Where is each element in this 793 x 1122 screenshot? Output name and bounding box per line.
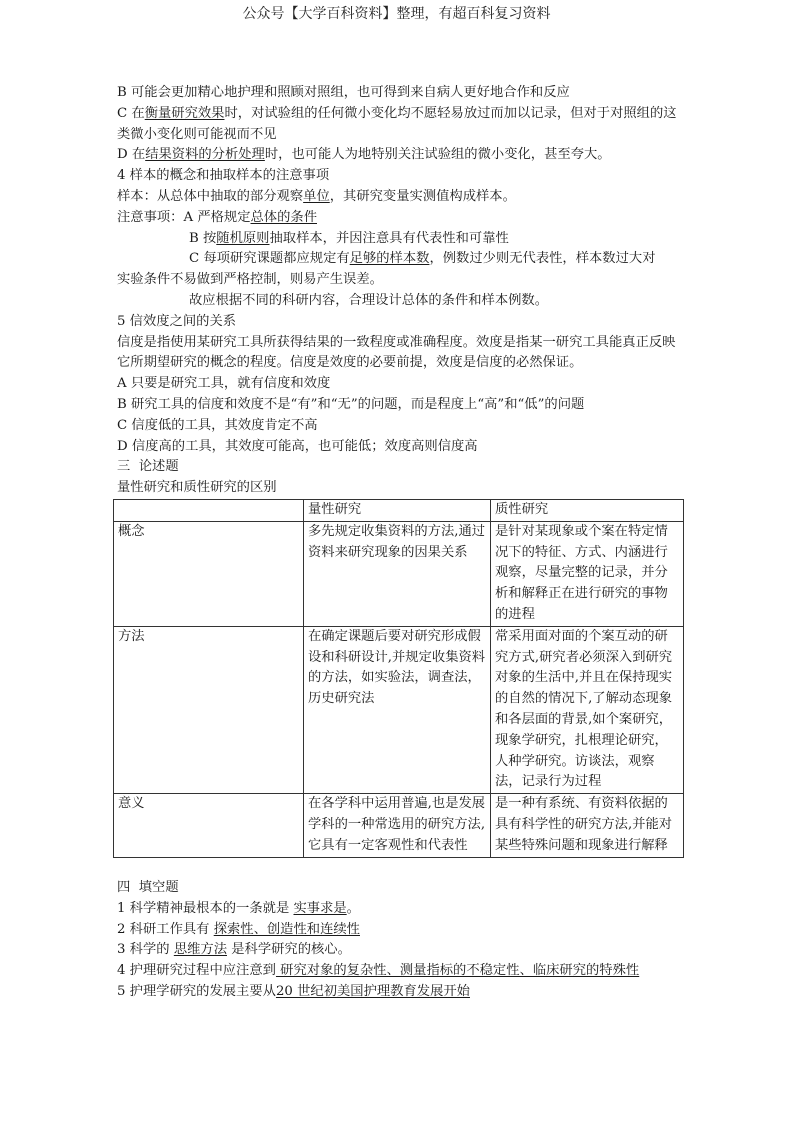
fill-item: 2 科研工作具有 探索性、创造性和连续性 [117,921,360,937]
fill-item: 5 护理学研究的发展主要从20 世纪初美国护理教育发展开始 [117,983,470,999]
row-label-cell: 方法 [114,626,304,793]
table-header-cell: 质性研究 [491,500,684,522]
note-a: 注意事项：A 严格规定总体的条件 [117,209,317,225]
answer-text: 思维方法 [173,942,227,958]
row-label-cell: 概念 [114,521,304,626]
fill-item: 1 科学精神最根本的一条就是 实事求是。 [117,900,360,916]
note-conclusion: 故应根据不同的科研内容，合理设计总体的条件和样本例数。 [189,292,549,308]
fill-item: 3 科学的 思维方法 是科学研究的核心。 [117,942,351,958]
answer-text: 20 世纪初美国护理教育发展开始 [275,983,470,999]
underlined-term: 单位 [303,188,330,204]
table-row [114,521,684,626]
note-c: C 每项研究课题都应规定有足够的样本数，例数过少则无代表性，样本数过大对 [189,251,656,267]
answer-text: 实事求是 [293,900,347,916]
qualitative-cell: 是一种有系统、有资料依据的具有科学性的研究方法,并能对某些特殊问题和现象进行解释 [491,794,684,857]
section-5-title: 5 信效度之间的关系 [117,313,237,329]
section-3-title: 三 论述题 [117,459,179,475]
table-row [114,794,684,857]
quantitative-cell: 在各学科中运用普遍,也是发展学科的一种常选用的研究方法,它具有一定客观性和代表性 [304,794,491,857]
qualitative-cell: 常采用面对面的个案互动的研究方式,研究者必须深入到研究对象的生活中,并且在保持现实的自然的情况下,了解动态现象和各层面的背景,如个案研究，现象学研究，扎根理论研究，人种学研究。访谈法，观察法，记录行为过程 [491,626,684,793]
quantitative-cell: 在确定课题后要对研究形成假设和科研设计,并规定收集资料的方法，如实验法，调查法，历史研究法 [304,626,491,793]
qualitative-cell: 是针对某现象或个案在特定情况下的特征、方式、内涵进行观察，尽量完整的记录，并分析和解释正在进行研究的事物的进程 [491,521,684,626]
underlined-term: 结果资料的分析处理 [145,147,265,163]
underlined-term: 随机原则 [216,230,270,246]
comparison-table [113,499,684,858]
option-b-text: B 研究工具的信度和效度不是“有”和“无”的问题，而是程度上“高”和“低”的问题 [117,396,585,412]
page-header: 公众号【大学百科资料】整理，有超百科复习资料 [242,6,551,22]
table-row [114,626,684,793]
sample-definition: 样本：从总体中抽取的部分观察单位，其研究变量实测值构成样本。 [117,188,516,204]
option-b-text: B 可能会更加精心地护理和照顾对照组，也可得到来自病人更好地合作和反应 [117,85,570,100]
option-d-text: D 信度高的工具，其效度可能高，也可能低；效度高则信度高 [117,438,478,454]
table-header-cell: 量性研究 [304,500,491,522]
table-header-cell [114,500,304,522]
underlined-term: 衡量研究效果 [144,105,225,121]
fill-in-section [117,878,683,1003]
document-body [117,83,683,499]
answer-text: 探索性、创造性和连续性 [213,921,360,937]
section-4-fill-title: 四 填空题 [117,880,179,895]
option-c-text: C 在衡量研究效果时，对试验组的任何微小变化均不愿轻易放过而加以记录，但对于对照组的这类微小变化则可能视而不见 [117,105,677,142]
option-a-text: A 只要是研究工具，就有信度和效度 [117,376,331,392]
section-4-title: 4 样本的概念和抽取样本的注意事项 [117,168,330,184]
note-b: B 按随机原则抽取样本，并因注意具有代表性和可靠性 [189,230,509,246]
option-d-text: D 在结果资料的分析处理时，也可能人为地特别关注试验组的微小变化，甚至夸大。 [117,147,611,163]
underlined-term: 足够的样本数 [349,251,430,267]
underlined-term: 总体的条件 [250,209,317,225]
row-label-cell: 意义 [114,794,304,857]
table-header-row [114,500,684,522]
note-c-continued: 实验条件不易做到严格控制，则易产生误差。 [117,272,383,288]
reliability-validity-paragraph: 信度是指使用某研究工具所获得结果的一致程度或准确程度。效度是指某一研究工具能真正反映它所期望研究的概念的程度。信度是效度的必要前提，效度是信度的必然保证。 [117,334,676,371]
quantitative-cell: 多先规定收集资料的方法,通过资料来研究现象的因果关系 [304,521,491,626]
answer-text: 研究对象的复杂性、测量指标的不稳定性、临床研究的特殊性 [275,963,640,979]
table-caption: 量性研究和质性研究的区别 [117,480,277,496]
option-c-text: C 信度低的工具，其效度肯定不高 [117,417,318,433]
fill-item: 4 护理研究过程中应注意到 研究对象的复杂性、测量指标的不稳定性、临床研究的特殊性 [117,963,640,979]
